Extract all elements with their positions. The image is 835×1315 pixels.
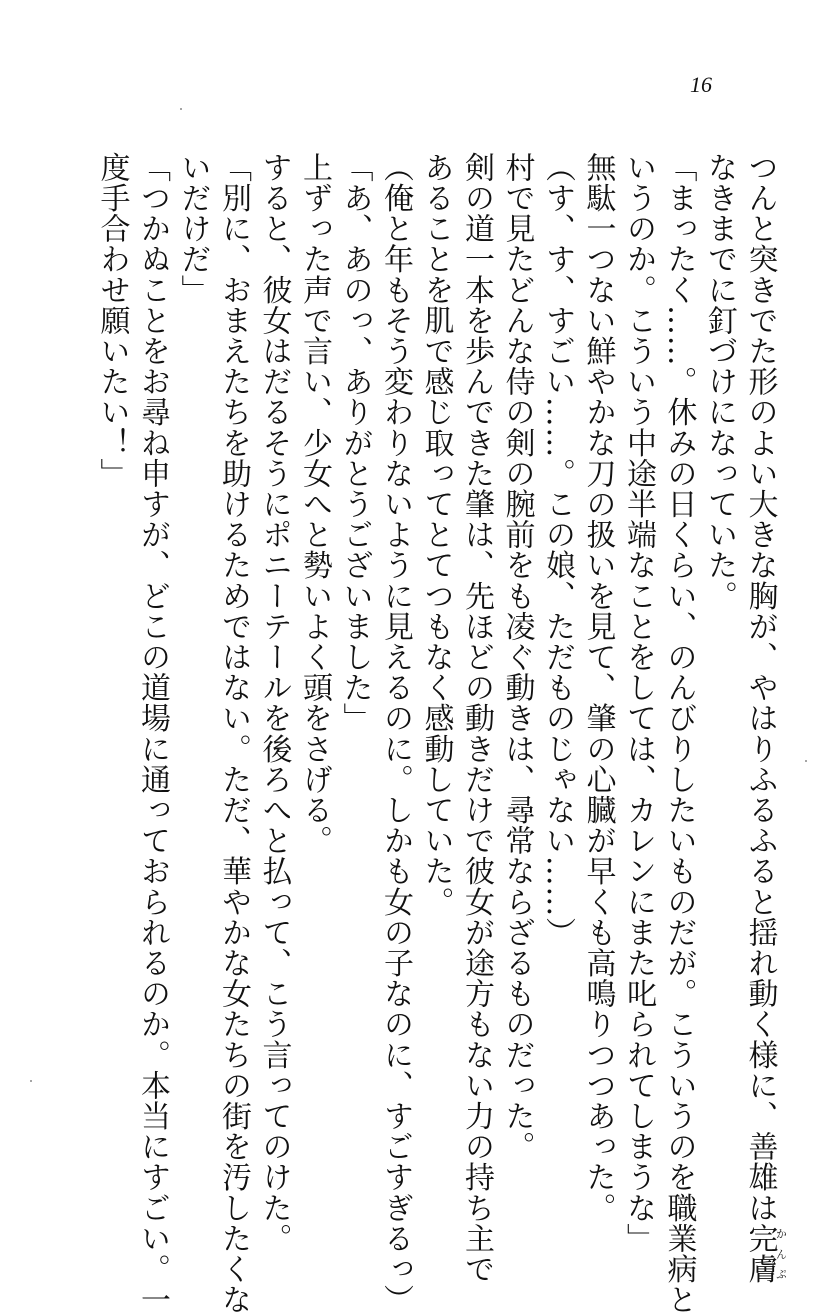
vertical-text-body — [47, 152, 788, 1315]
scan-speck — [180, 108, 182, 110]
text-line: いうのか。こういう中途半端なことをしては、カレンにまた叱られてしまうな」 — [621, 152, 656, 1254]
ruby-annotation: 完膚かんぷ — [742, 1223, 788, 1285]
text-line: （す、す、すごい……。この娘、ただものじゃない……） — [540, 152, 575, 948]
text-line: 「つかぬことをお尋ね申すが、どこの道場に通っておられるのか。本当にすごい。一 — [135, 152, 170, 1315]
text-line: 無駄一つない鮮やかな刀の扱いを見て、肇の心臓が早くも高鳴りつつあった。 — [580, 152, 616, 1223]
scan-speck — [30, 1080, 32, 1082]
text-line: 剣の道一本を歩んできた肇は、先ほどの動きだけで彼女が途方もない力の持ち主で — [459, 152, 494, 1285]
text-line: 村で見たどんな侍の剣の腕前をも凌ぐ動きは、尋常ならざるものだった。 — [499, 152, 535, 1162]
text-line: 上ずった声で言い、少女へと勢いよく頭をさげる。 — [297, 152, 332, 856]
text-line: すると、彼女はだるそうにポニーテールを後ろへと払って、こう言ってのけた。 — [256, 152, 292, 1254]
scan-speck — [805, 760, 807, 762]
text-line: つんと突きでた形のよい大きな胸が、やはりふるふると揺れ動く様に、善雄は完膚かんぷ — [742, 152, 788, 1285]
text-line: あることを肌で感じ取ってとてつもなく感動していた。 — [418, 152, 454, 917]
text-line: 度手合わせ願いたい！」 — [94, 152, 130, 489]
text-line: なきまでに釘づけになっていた。 — [702, 152, 737, 611]
text-line: 「別に、おまえたちを助けるためではない。ただ、華やかな女たちの街を汚したくな — [216, 152, 251, 1315]
text-line: 「まったく……。休みの日くらい、のんびりしたいものだが。こういうのを職業病と — [661, 152, 697, 1315]
text-line: 「あ、あのっ、ありがとうございました」 — [337, 152, 373, 734]
text-line: いだけだ」 — [175, 152, 211, 305]
page-number: 16 — [690, 72, 712, 97]
text-line: （俺と年もそう変わりないように見えるのに。しかも女の子なのに、すごすぎるっ） — [378, 152, 413, 1315]
